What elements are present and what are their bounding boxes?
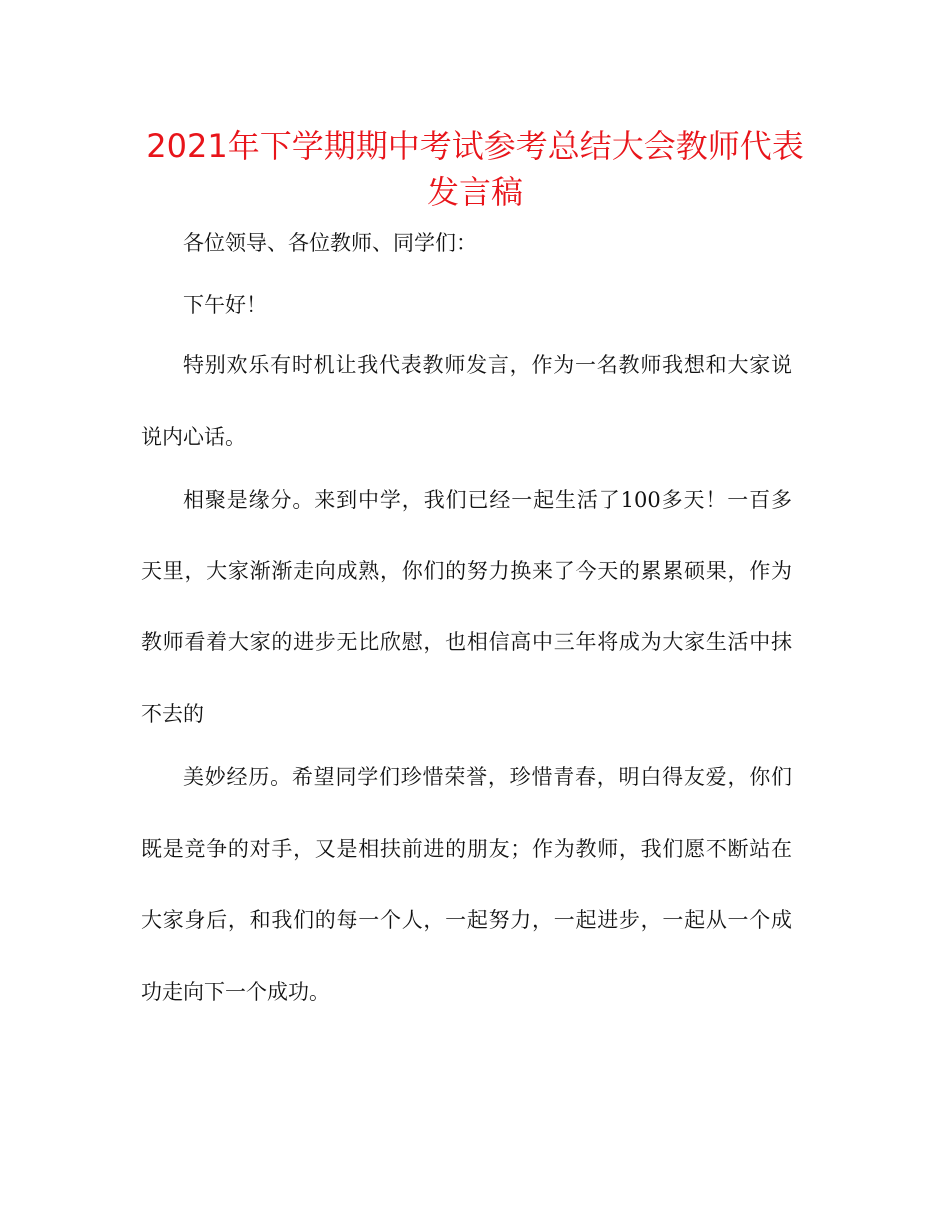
paragraph-3-line-3: 大家身后，和我们的每一个人，一起努力，一起进步，一起从一个成 [141, 908, 792, 932]
paragraph-3-line-1: 美妙经历。希望同学们珍惜荣誉，珍惜青春，明白得友爱，你们 [183, 765, 792, 789]
document-title-line-2: 发言稿 [426, 173, 523, 211]
paragraph-1-line-2: 说内心话。 [141, 425, 246, 449]
greeting: 下午好！ [183, 293, 267, 317]
salutation: 各位领导、各位教师、同学们： [183, 231, 477, 255]
document-title-line-1: 2021年下学期期中考试参考总结大会教师代表 [146, 127, 804, 165]
paragraph-2-line-3: 教师看着大家的进步无比欣慰，也相信高中三年将成为大家生活中抹 [141, 630, 792, 654]
paragraph-2-line-1: 相聚是缘分。来到中学，我们已经一起生活了100多天！一百多 [183, 488, 792, 512]
paragraph-2-line-2: 天里，大家渐渐走向成熟，你们的努力换来了今天的累累硕果，作为 [141, 559, 792, 583]
paragraph-3-line-4: 功走向下一个成功。 [141, 980, 330, 1004]
paragraph-3-line-2: 既是竞争的对手，又是相扶前进的朋友；作为教师，我们愿不断站在 [141, 837, 792, 861]
paragraph-2-line-4: 不去的 [141, 702, 204, 726]
paragraph-1-line-1: 特别欢乐有时机让我代表教师发言，作为一名教师我想和大家说 [183, 353, 792, 377]
